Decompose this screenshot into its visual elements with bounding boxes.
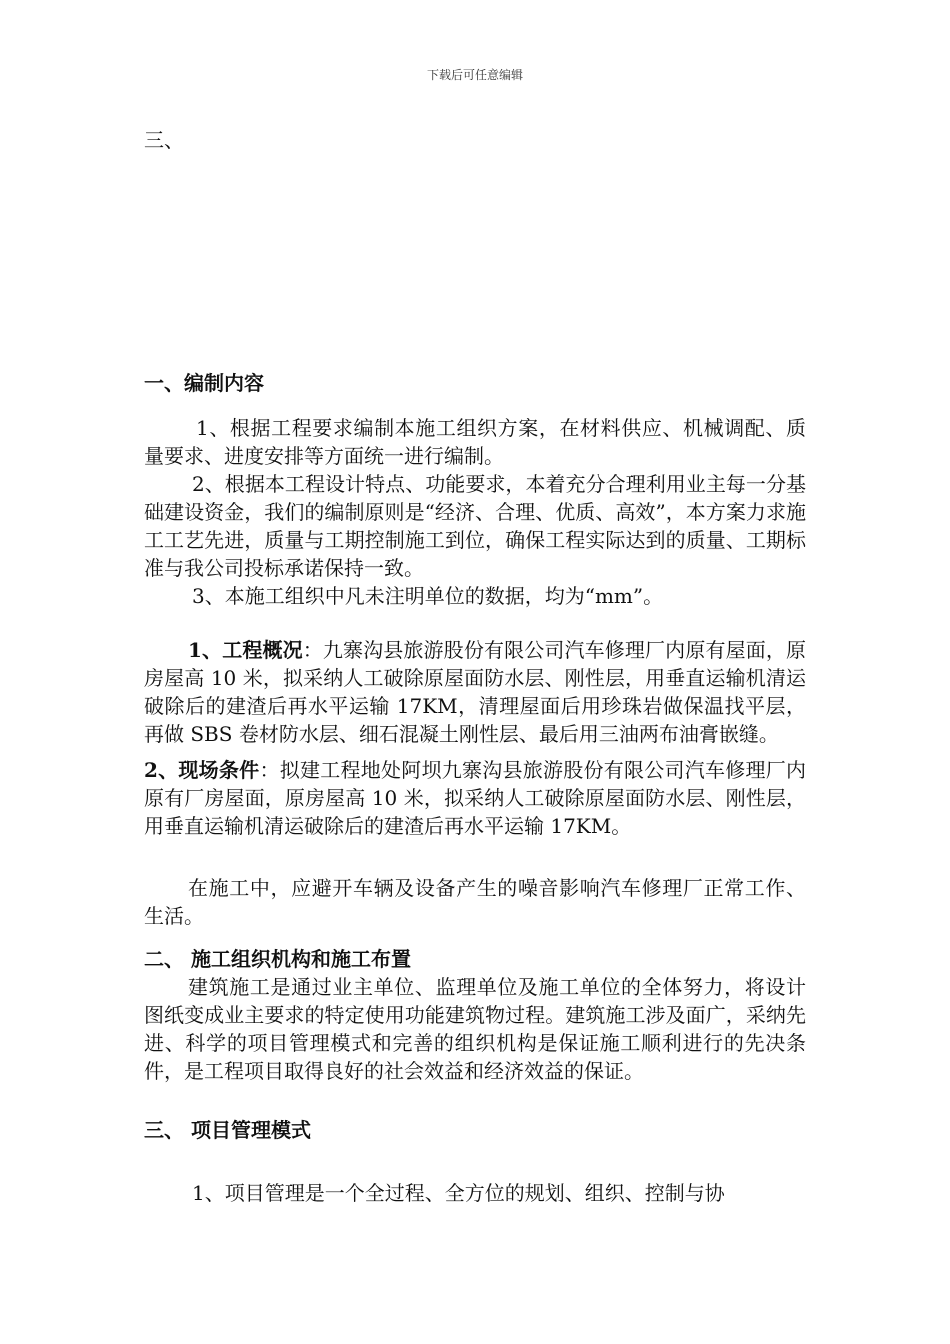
overview-paragraph [144,636,806,748]
section1-paragraph-2: 2、根据本工程设计特点、功能要求，本着充分合理利用业主每一分基础建设资金，我们的编制原则是“经济、合理、优质、高效”，本方案力求施工工艺先进，质量与工期控制施工到位，确保工程实际达到的质量、工期标准与我公司投标承诺保持一致。 [144,472,806,580]
section3-body [144,1179,806,1207]
section1-paragraph-1: 1、根据工程要求编制本施工组织方案，在材料供应、机械调配、质量要求、进度安排等方面统一进行编制。 [144,416,806,468]
overview-label: 1、工程概况 [188,638,303,662]
construction-note: 在施工中，应避开车辆及设备产生的噪音影响汽车修理厂正常工作、生活。 [144,876,806,928]
section1-paragraph-3: 3、本施工组织中凡未注明单位的数据，均为“mm”。 [192,584,664,608]
construction-note-block [144,874,806,930]
site-paragraph [144,756,806,840]
overview-block [144,636,806,748]
overview-text: ：九寨沟县旅游股份有限公司汽车修理厂内原有屋面，原房屋高 10 米，拟采纳人工破除原屋面防水层、刚性层，用垂直运输机清运破除后的建渣后再水平运输 17KM，清理屋面后用珍珠岩做保温找平层，再做 SBS 卷材防水层、细石混凝土刚性层、最后用三油两布油膏嵌缝。 [144,638,806,746]
top-fragment: 三、 [144,128,184,152]
section2-paragraph-1: 建筑施工是通过业主单位、监理单位及施工单位的全体努力，将设计图纸变成业主要求的特定使用功能建筑物过程。建筑施工涉及面广，采纳先进、科学的项目管理模式和完善的组织机构是保证施工顺利进行的先决条件，是工程项目取得良好的社会效益和经济效益的保证。 [144,975,806,1083]
site-block [144,756,806,840]
site-label: 2、现场条件 [144,758,260,782]
section3-paragraph-1: 1、项目管理是一个全过程、全方位的规划、组织、控制与协 [192,1181,725,1205]
section1-body [144,414,806,610]
section1-heading: 一、编制内容 [144,371,264,395]
section2-heading: 二、 施工组织机构和施工布置 [144,947,411,971]
section3-heading: 三、 项目管理模式 [144,1118,311,1142]
site-text: ：拟建工程地处阿坝九寨沟县旅游股份有限公司汽车修理厂内原有厂房屋面，原房屋高 10 米，拟采纳人工破除原屋面防水层、刚性层，用垂直运输机清运破除后的建渣后再水平运输 17KM。 [144,758,807,838]
section2-body [144,973,806,1085]
page-header-note: 下载后可任意编辑 [426,68,523,82]
